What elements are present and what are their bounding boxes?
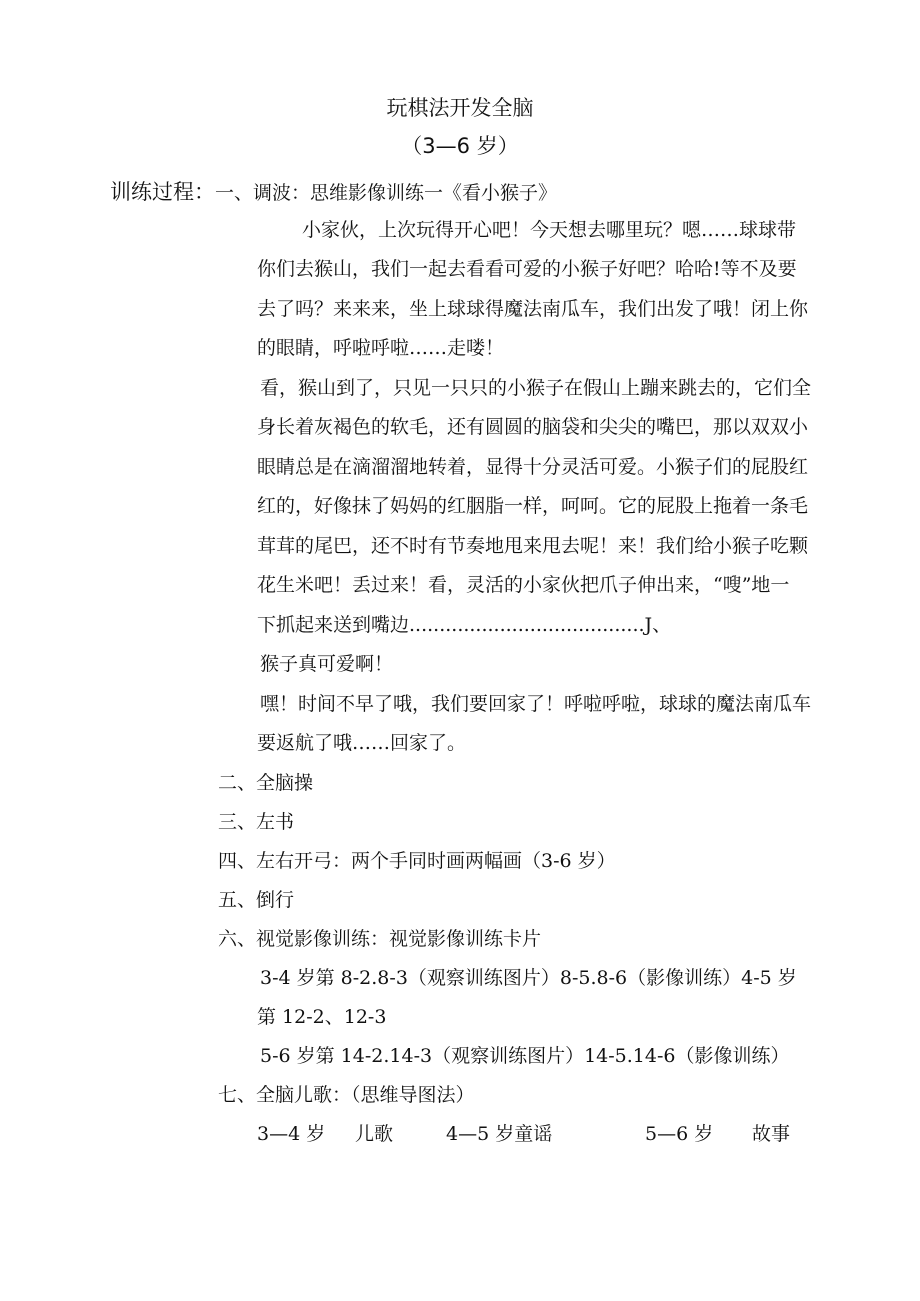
story-line: 身长着灰褐色的软毛，还有圆圆的脑袋和尖尖的嘴巴，那以双双小 [257, 416, 809, 438]
nursery-rhyme-label: 儿歌 [355, 1123, 394, 1145]
story-line: 看，猴山到了，只见一只只的小猴子在假山上蹦来跳去的，它们全 [260, 377, 812, 399]
story-line: 猴子真可爱啊！ [260, 653, 394, 675]
age-5-6-label: 5—6 岁 [645, 1123, 714, 1145]
section-4-heading: 四、左右开弓：两个手同时画两幅画（3-6 岁） [218, 850, 616, 872]
section-6-detail: 5-6 岁第 14-2.14-3（观察训练图片）14-5.14-6（影像训练） [260, 1045, 790, 1067]
section-6-detail: 第 12-2、12-3 [257, 1006, 387, 1028]
story-line: 茸茸的尾巴，还不时有节奏地甩来甩去呢！来！我们给小猴子吃颗 [257, 535, 809, 557]
story-line: 花生米吧！丢过来！看，灵活的小家伙把爪子伸出来，“嗖”地一 [257, 574, 790, 596]
story-line: 的眼睛，呼啦呼啦……走喽！ [257, 337, 505, 359]
story-line: 小家伙，上次玩得开心吧！今天想去哪里玩？嗯……球球带 [302, 219, 797, 241]
process-label: 训练过程： [110, 180, 215, 204]
section-2-heading: 二、全脑操 [218, 772, 314, 794]
age-range: （3—6 岁） [401, 134, 519, 158]
document-title: 玩棋法开发全脑 [386, 96, 534, 120]
story-line: 嘿！时间不早了哦，我们要回家了！呼啦呼啦，球球的魔法南瓜车 [260, 693, 812, 715]
section-5-heading: 五、倒行 [218, 889, 295, 911]
section-6-detail: 3-4 岁第 8-2.8-3（观察训练图片）8-5.8-6（影像训练）4-5 岁 [260, 967, 797, 989]
section-6-heading: 六、视觉影像训练：视觉影像训练卡片 [218, 928, 542, 950]
story-label: 故事 [752, 1123, 791, 1145]
story-line: 下抓起来送到嘴边.......................................J、 [257, 614, 672, 636]
age-4-5-label: 4—5 岁童谣 [446, 1123, 553, 1145]
section-1-heading: 一、调波：思维影像训练一《看小猴子》 [215, 182, 558, 204]
section-1-row [110, 180, 557, 205]
story-line: 你们去猴山，我们一起去看看可爱的小猴子好吧？哈哈!等不及要 [257, 258, 797, 280]
story-line: 要返航了哦……回家了。 [257, 732, 467, 754]
story-line: 红的，好像抹了妈妈的红胭脂一样，呵呵。它的屁股上拖着一条毛 [257, 495, 809, 517]
section-7-heading: 七、全脑儿歌：（思维导图法） [218, 1084, 475, 1106]
age-3-4-label: 3—4 岁 [257, 1123, 326, 1145]
section-3-heading: 三、左书 [218, 811, 295, 833]
story-line: 眼睛总是在滴溜溜地转着，显得十分灵活可爱。小猴子们的屁股红 [257, 456, 809, 478]
story-line: 去了吗？来来来，坐上球球得魔法南瓜车，我们出发了哦！闭上你 [257, 298, 809, 320]
